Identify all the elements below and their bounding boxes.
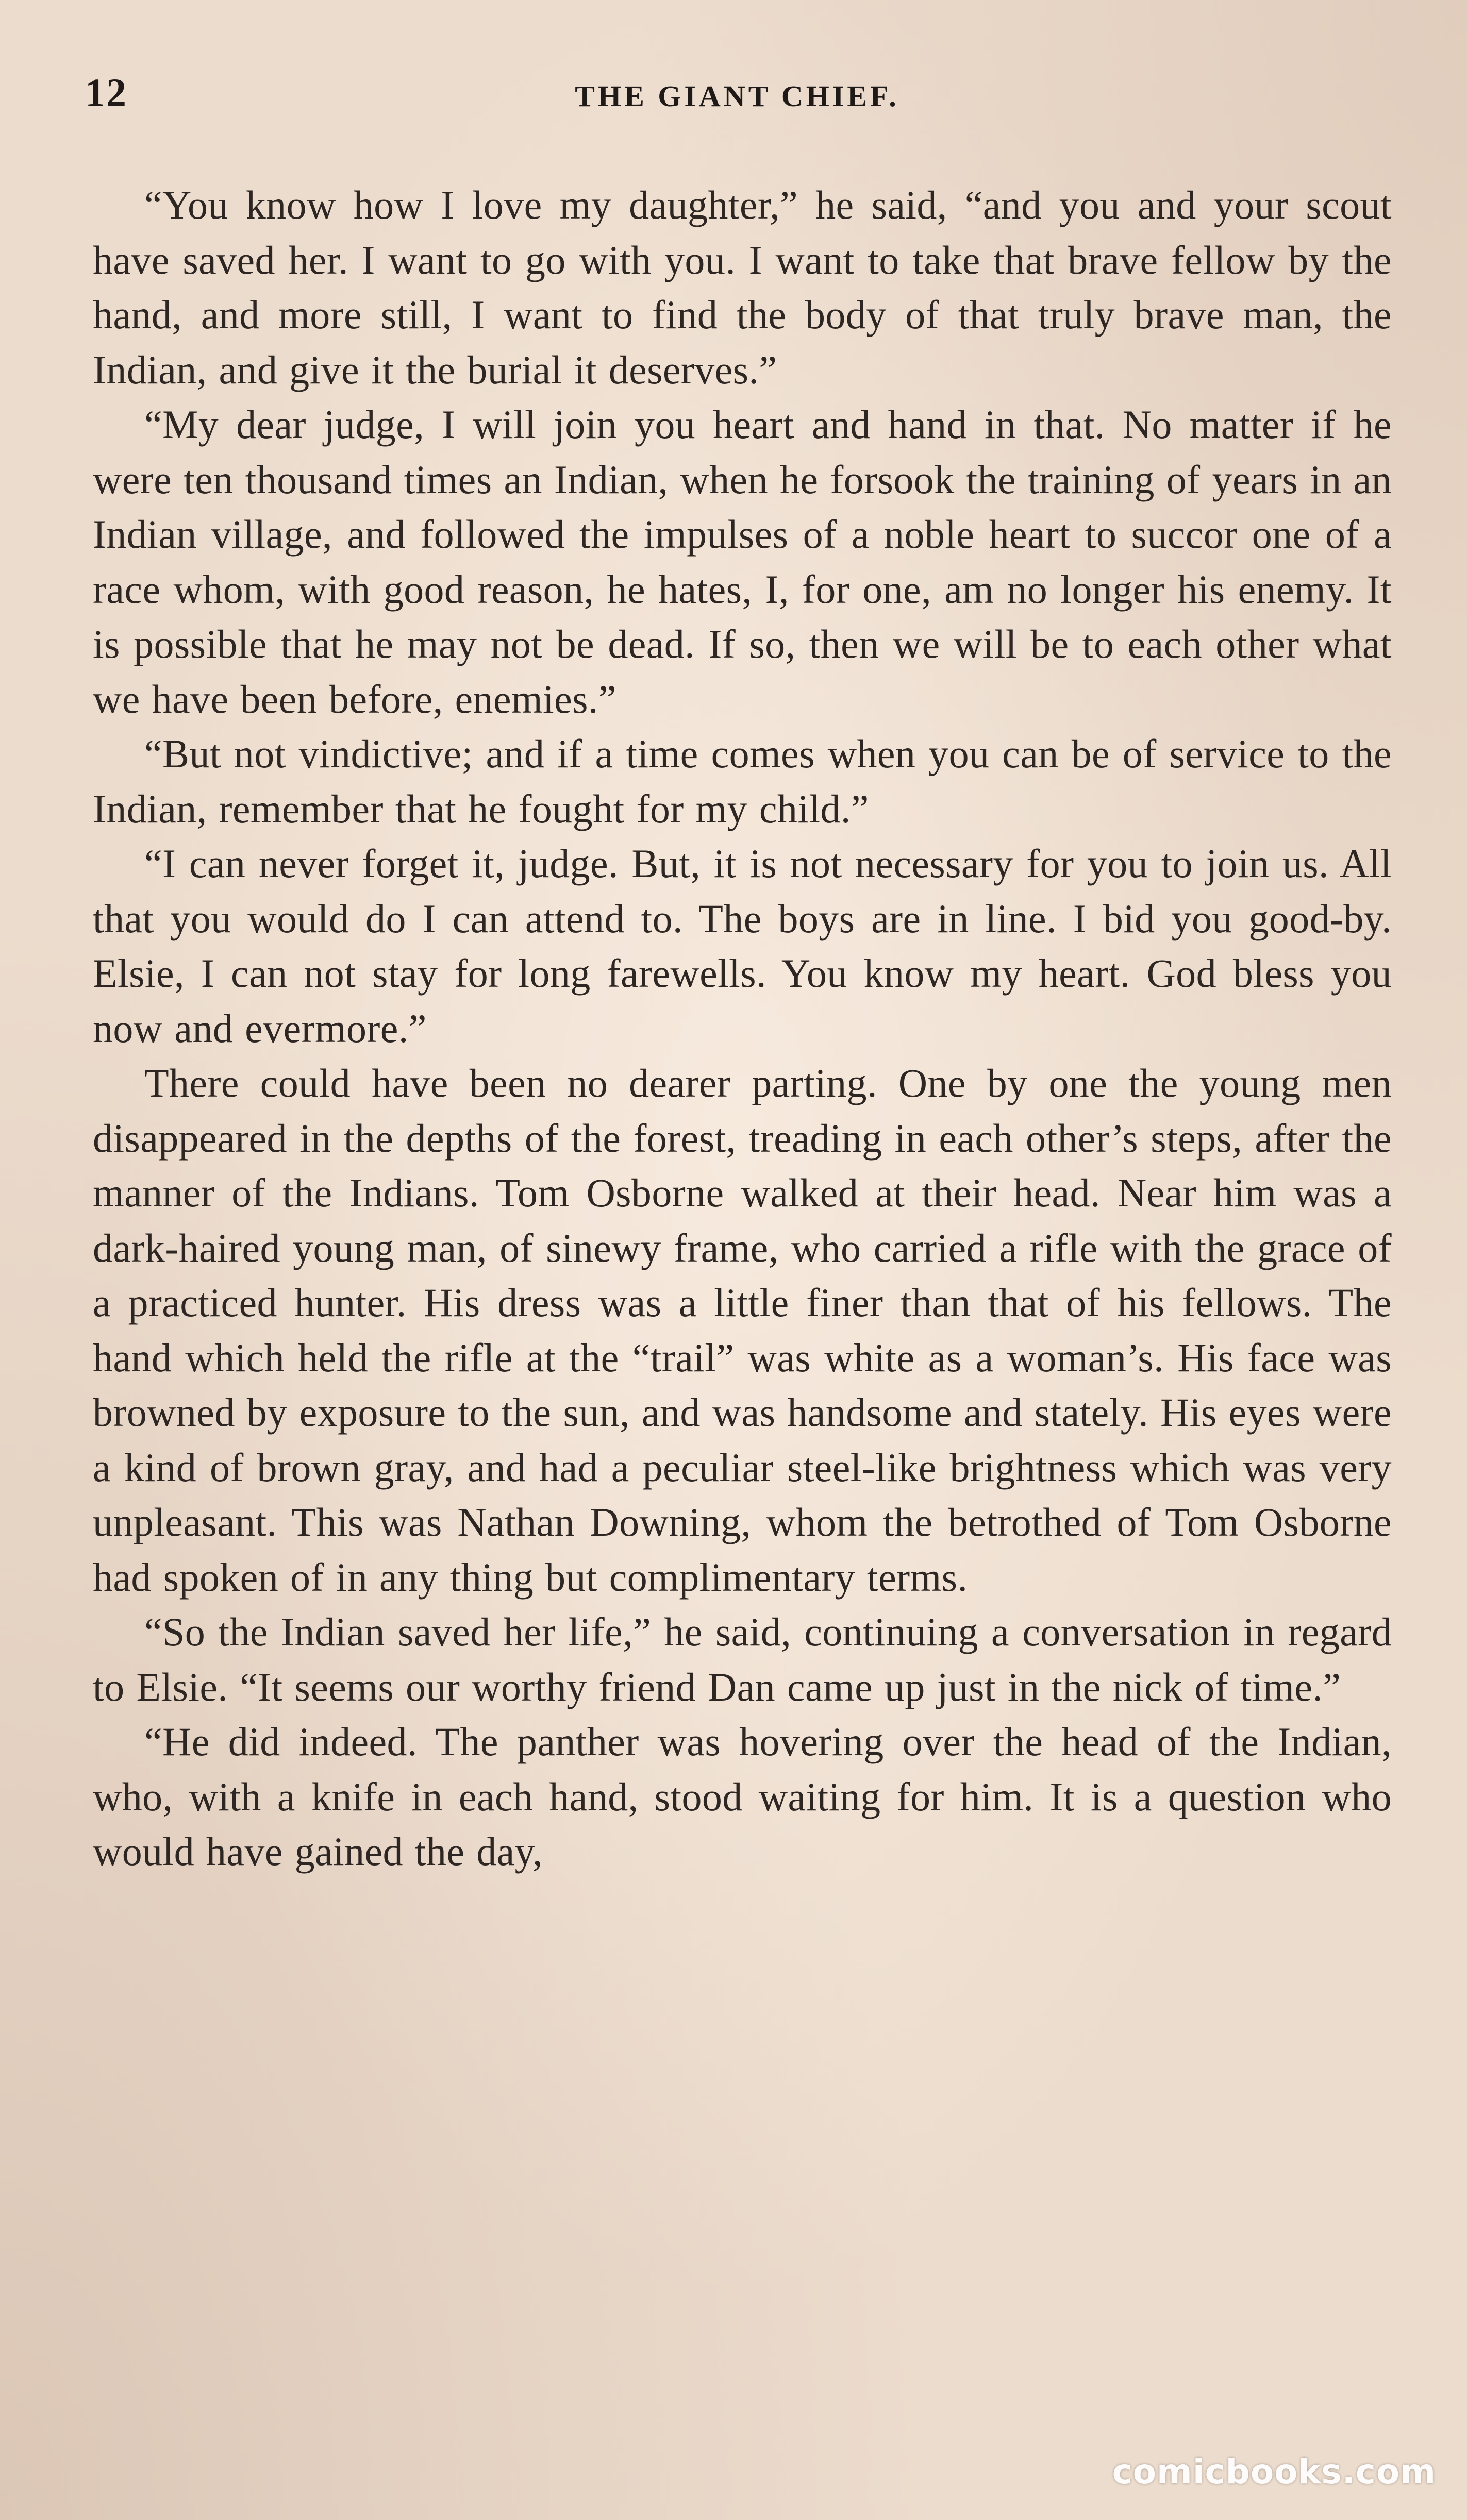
paragraph: There could have been no dearer parting. One by one the young men disappeared in the depths of the forest, treading in each other’s steps, after the manner of the Indians. Tom Osborne walked at their head. Near him was a dark-haired young man, of sinewy frame, who carried a rifle with the grace of a practiced hunter. His dress was a little finer than that of his fellows. The hand which held the rifle at the “trail” was white as a woman’s. His face was browned by exposure to the sun, and was handsome and stately. His eyes were a kind of brown gray, and had a peculiar steel-like brightness which was very unpleasant. This was Nathan Downing, whom the betrothed of Tom Osborne had spoken of in any thing but complimentary terms. bbox=[93, 1061, 1392, 1600]
body-text bbox=[93, 178, 1392, 1879]
paragraph: “I can never forget it, judge. But, it is not necessary for you to join us. All that you would do I can attend to. The boys are in line. I bid you good-by. Elsie, I can not stay for long farewells. You know my heart. God bless you now and evermore.” bbox=[93, 841, 1392, 1051]
running-title: THE GIANT CHIEF. bbox=[575, 79, 899, 113]
paragraph: “He did indeed. The panther was hovering over the head of the Indian, who, with a knife in each hand, stood waiting for him. It is a question who would have gained the day, bbox=[93, 1719, 1392, 1874]
page-header bbox=[77, 70, 1397, 126]
paragraph: “You know how I love my daughter,” he said, “and you and your scout have saved her. I want to go with you. I want to take that brave fellow by the hand, and more still, I want to find the body of that truly brave man, the Indian, and give it the burial it deserves.” bbox=[93, 182, 1392, 392]
paragraph: “So the Indian saved her life,” he said, continuing a conversation in regard to Elsie. “It seems our worthy friend Dan came up just in the nick of time.” bbox=[93, 1609, 1392, 1709]
paragraph: “My dear judge, I will join you heart and hand in that. No matter if he were ten thousand times an Indian, when he forsook the training of years in an Indian village, and followed the impulses of a noble heart to succor one of a race whom, with good reason, he hates, I, for one, am no longer his enemy. It is possible that he may not be dead. If so, then we will be to each other what we have been before, enemies.” bbox=[93, 402, 1392, 721]
paragraph: “But not vindictive; and if a time comes when you can be of service to the Indian, remember that he fought for my child.” bbox=[93, 731, 1392, 831]
watermark: comicbooks.com bbox=[1112, 2452, 1436, 2492]
page-number: 12 bbox=[85, 70, 127, 115]
